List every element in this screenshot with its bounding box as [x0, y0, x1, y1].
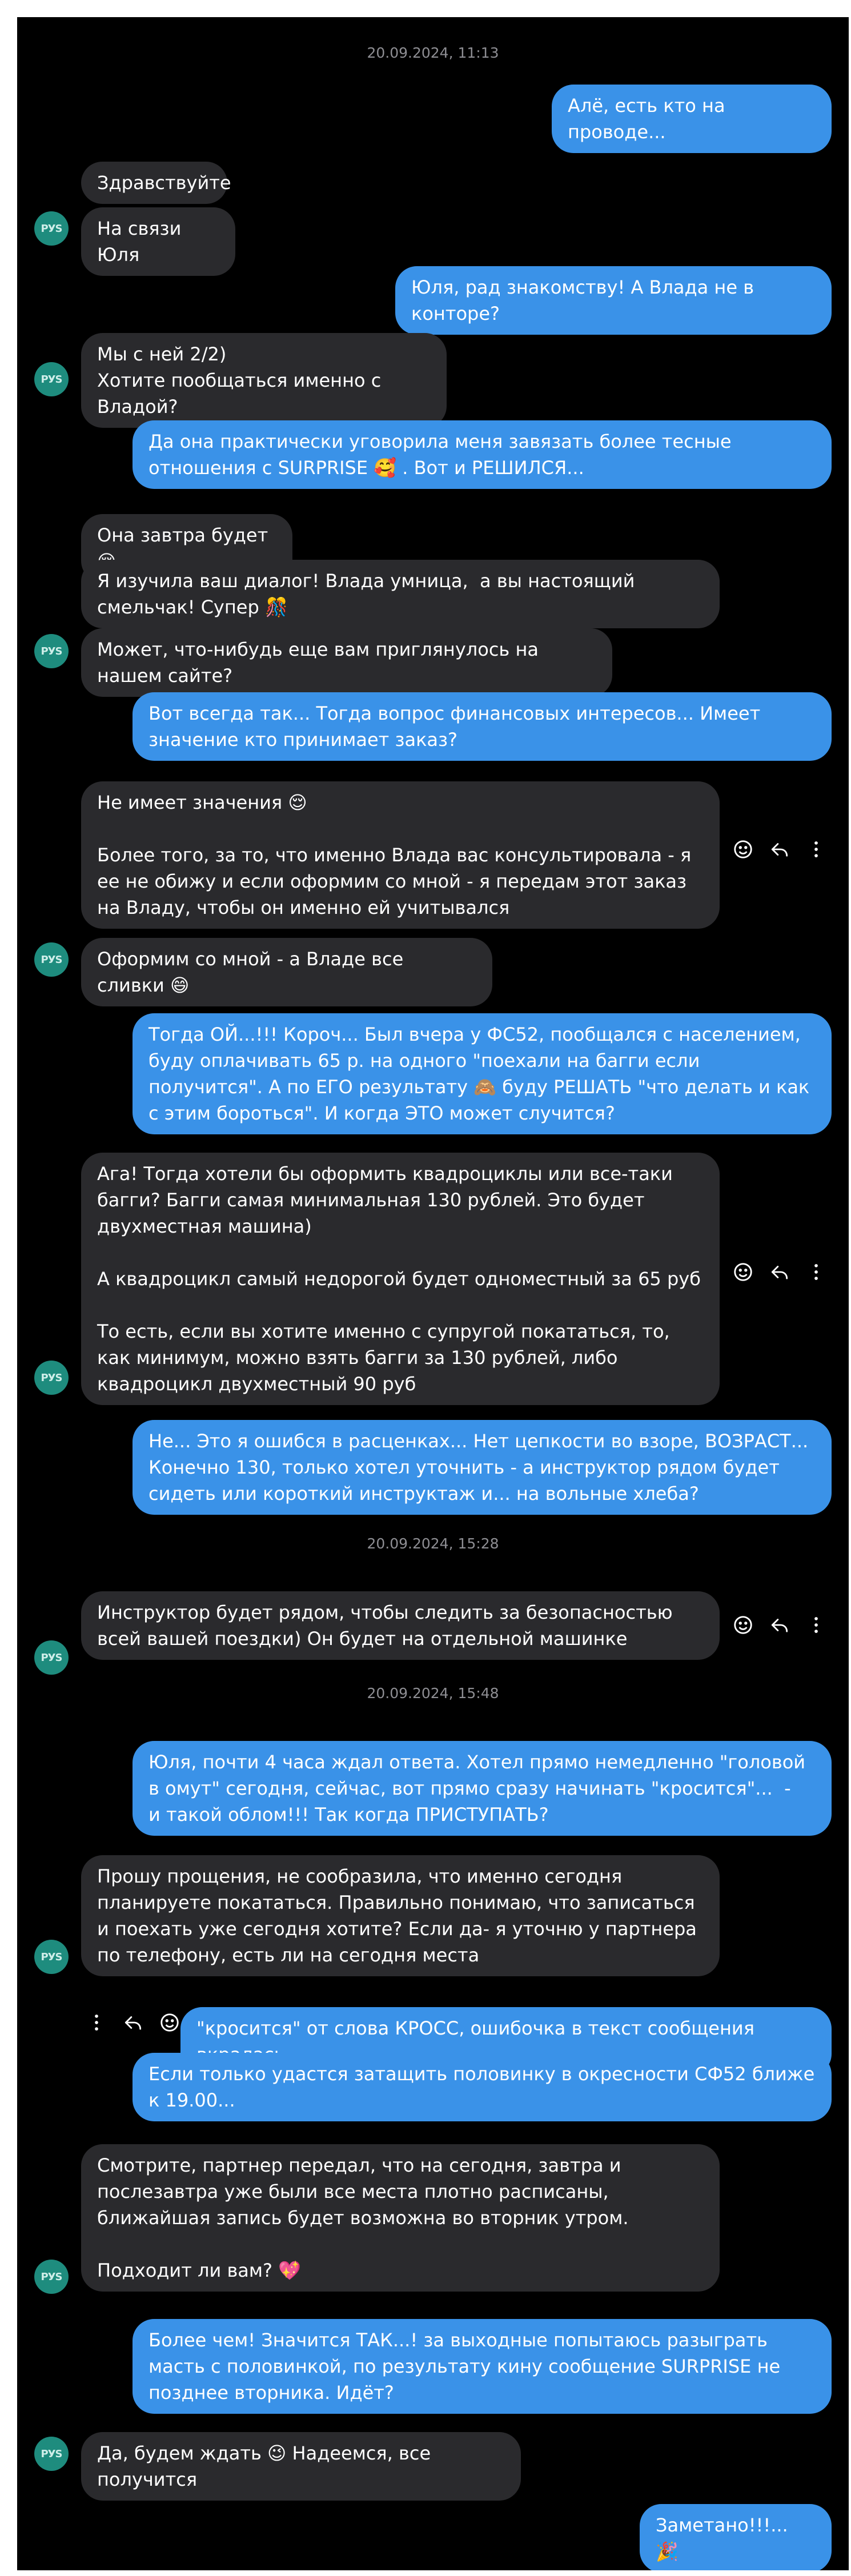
- incoming-message[interactable]: Оформим со мной - а Владе все сливки 😄: [81, 938, 492, 1006]
- outgoing-message[interactable]: Юля, почти 4 часа ждал ответа. Хотел прямо немедленно "головой в омут" сегодня, сейчас, вот прямо сразу начинать "кросится"... - и такой облом!!! Так когда ПРИСТУПАТЬ?: [133, 1741, 832, 1836]
- incoming-message[interactable]: Она завтра будет: [81, 514, 292, 583]
- outgoing-message[interactable]: Заметано!!!... 🎉: [640, 2504, 832, 2570]
- react-emoji-icon[interactable]: [731, 837, 755, 861]
- incoming-message[interactable]: Смотрите, партнер передал, что на сегодня, завтра и послезавтра уже были все места плотно расписаны, ближайшая запись будет возможна во вторник утром. Подходит ли вам? 💖: [81, 2144, 720, 2292]
- reply-icon[interactable]: [121, 2011, 145, 2035]
- message-actions: [85, 2011, 182, 2035]
- incoming-message[interactable]: Прошу прощения, не сообразила, что именно сегодня планируете покататься. Правильно понимаю, что записаться и поехать уже сегодня хотите? Если да- я уточню у партнера по телефону, есть ли на сегодня места: [81, 1855, 720, 1976]
- date-separator: 20.09.2024, 11:13: [367, 45, 499, 61]
- message-actions: [731, 1613, 828, 1637]
- contact-avatar[interactable]: РУS: [34, 1940, 69, 1974]
- incoming-message[interactable]: Может, что-нибудь еще вам приглянулось на нашем сайте?: [81, 628, 612, 697]
- date-separator: 20.09.2024, 15:28: [367, 1535, 499, 1552]
- incoming-message[interactable]: Не имеет значения 😌 Более того, за то, что именно Влада вас консультировала - я ее не обижу и если оформим со мной - я передам этот заказ на Владу, чтобы он именно ей учитывался: [81, 781, 720, 929]
- incoming-message[interactable]: На связи Юля: [81, 207, 235, 276]
- reply-icon[interactable]: [768, 1260, 792, 1284]
- outgoing-message[interactable]: Если только удастся затащить половинку в окресности СФ52 ближе к 19.00...: [133, 2053, 832, 2121]
- react-emoji-icon[interactable]: [731, 1613, 755, 1637]
- incoming-message[interactable]: Я изучила ваш диалог! Влада умница, а вы настоящий смельчак! Супер 🎊: [81, 560, 720, 628]
- outgoing-message[interactable]: "кросится" от слова КРОСС, ошибочка в текст сообщения: [180, 2007, 832, 2076]
- more-options-icon[interactable]: [804, 1613, 828, 1637]
- incoming-message[interactable]: Ага! Тогда хотели бы оформить квадроциклы или все-таки багги? Багги самая минимальная 130 рублей. Это будет двухместная машина) А квадроцикл самый недорогой будет одноместный за 65 руб То есть, если вы хотите именно с супругой покататься, то, как минимум, можно взять багги за 130 рублей, либо квадроцикл двухместный 90 руб: [81, 1153, 720, 1405]
- react-emoji-icon[interactable]: [731, 1260, 755, 1284]
- outgoing-message[interactable]: Юля, рад знакомству! А Влада не в конторе?: [395, 266, 832, 335]
- outgoing-message[interactable]: Более чем! Значится ТАК...! за выходные попытаюсь разыграть масть с половинкой, по результату кину сообщение SURPRISE не позднее вторника. Идёт?: [133, 2319, 832, 2414]
- more-options-icon[interactable]: [804, 837, 828, 861]
- contact-avatar[interactable]: РУS: [34, 2260, 69, 2294]
- chat-window[interactable]: [17, 17, 849, 2570]
- outgoing-message[interactable]: Вот всегда так... Тогда вопрос финансовых интересов... Имеет значение кто принимает заказ?: [133, 692, 832, 761]
- more-options-icon[interactable]: [85, 2011, 109, 2035]
- contact-avatar[interactable]: РУS: [34, 942, 69, 977]
- reply-icon[interactable]: [768, 837, 792, 861]
- contact-avatar[interactable]: РУS: [34, 362, 69, 396]
- more-options-icon[interactable]: [804, 1260, 828, 1284]
- incoming-message[interactable]: Да, будем ждать 😉 Надеемся, все получится: [81, 2432, 521, 2501]
- contact-avatar[interactable]: РУS: [34, 1640, 69, 1675]
- reply-icon[interactable]: [768, 1613, 792, 1637]
- message-actions: [731, 1260, 828, 1284]
- incoming-message[interactable]: Инструктор будет рядом, чтобы следить за безопасностью всей вашей поездки) Он будет на отдельной машинке: [81, 1591, 720, 1660]
- contact-avatar[interactable]: РУS: [34, 1361, 69, 1395]
- message-actions: [731, 837, 828, 861]
- incoming-message[interactable]: Мы с ней 2/2) Хотите пообщаться именно с Владой?: [81, 333, 447, 428]
- contact-avatar[interactable]: РУS: [34, 211, 69, 246]
- date-separator: 20.09.2024, 15:48: [367, 1685, 499, 1702]
- react-emoji-icon[interactable]: [158, 2011, 182, 2035]
- outgoing-message[interactable]: Да она практически уговорила меня завязать более тесные отношения с SURPRISE 🥰 . Вот и РЕШИЛСЯ...: [133, 420, 832, 489]
- incoming-message[interactable]: Здравствуйте: [81, 162, 227, 204]
- contact-avatar[interactable]: РУS: [34, 634, 69, 668]
- outgoing-message[interactable]: Не... Это я ошибся в расценках... Нет цепкости во взоре, ВОЗРАСТ... Конечно 130, только хотел уточнить - а инструктор рядом будет сидеть или короткий инструктаж и... на вольные хлеба?: [133, 1420, 832, 1515]
- outgoing-message[interactable]: Тогда ОЙ...!!! Короч... Был вчера у ФС52, пообщался с населением, буду оплачивать 65 р. на одного "поехали на багги если получится". А по ЕГО результату 🙈 буду РЕШАТЬ "что делать и как с этим бороться". И когда ЭТО может случится?: [133, 1013, 832, 1134]
- contact-avatar[interactable]: РУS: [34, 2437, 69, 2471]
- outgoing-message[interactable]: Алё, есть кто на проводе...: [552, 85, 832, 153]
